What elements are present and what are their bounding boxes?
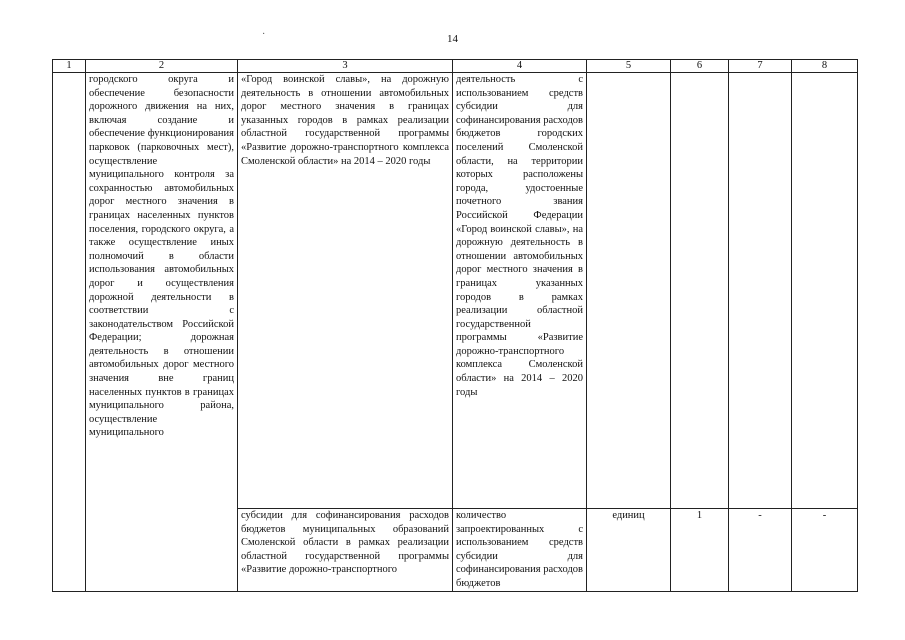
header-row	[53, 60, 858, 73]
cell-row2-col3: субсидии для софинансирования расходов бюджетов муниципальных образований Смоленской области в рамках реализации областной государственной программы «Развитие дорожно-транспортного	[238, 509, 453, 592]
cell-row1-col6	[671, 73, 729, 509]
col-header-8: 8	[792, 60, 858, 73]
cell-row2-col7-value: -	[729, 509, 792, 592]
col-header-1: 1	[53, 60, 86, 73]
cell-row1-col3: «Город воинской славы», на дорожную деятельность в отношении автомобильных дорог местного значения в границах указанных городов в рамках реализации областной государственной программы «Развитие дорожно-транспортного комплекса Смоленской области» на 2014 – 2020 годы	[238, 73, 453, 509]
cell-row2-col4: количество запроектированных с использованием средств субсидии для софинансирования расходов бюджетов	[453, 509, 587, 592]
cell-row2-col6-value: 1	[671, 509, 729, 592]
col-header-6: 6	[671, 60, 729, 73]
table-row	[53, 73, 858, 509]
cell-row1-col4: деятельность с использованием средств субсидии для софинансирования расходов бюджетов городских поселений Смоленской области, на территории которых расположены города, удостоенные почетного звания Российской Федерации «Город воинской славы», на дорожную деятельность в отношении автомобильных дорог местного значения в границах указанных городов в рамках реализации областной государственной программы «Развитие дорожно-транспортного комплекса Смоленской области» на 2014 – 2020 годы	[453, 73, 587, 509]
cell-row1-col7	[729, 73, 792, 509]
col-header-4: 4	[453, 60, 587, 73]
scan-speck: ·	[262, 29, 266, 40]
cell-row1-col5	[587, 73, 671, 509]
indicators-table	[52, 59, 858, 592]
cell-row2-col8-value: -	[792, 509, 858, 592]
col-header-2: 2	[86, 60, 238, 73]
page-number: 14	[447, 33, 458, 45]
cell-col1	[53, 73, 86, 592]
cell-row2-col5-unit: единиц	[587, 509, 671, 592]
cell-row1-col8	[792, 73, 858, 509]
cell-col2-description: городского округа и обеспечение безопасности дорожного движения на них, включая создание и обеспечение функционирования парковок (парковочных мест), осуществление муниципального контроля за сохранностью автомобильных дорог местного значения в границах населенных пунктов поселения, городского округа, а также осуществление иных полномочий в области использования автомобильных дорог и осуществления дорожной деятельности в соответствии с законодательством Российской Федерации; дорожная деятельность в отношении автомобильных дорог местного значения вне границ населенных пунктов в границах муниципального района, осуществление муниципального	[86, 73, 238, 592]
col-header-3: 3	[238, 60, 453, 73]
col-header-7: 7	[729, 60, 792, 73]
col-header-5: 5	[587, 60, 671, 73]
